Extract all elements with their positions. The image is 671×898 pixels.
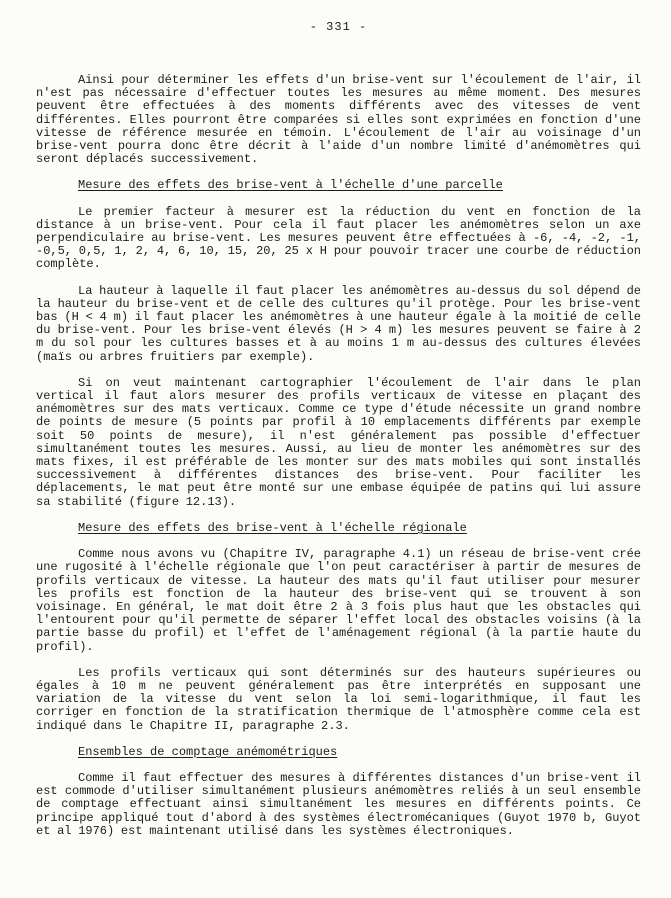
paragraph-hauteur: La hauteur à laquelle il faut placer les anémomètres au-dessus du sol dépend de la hauteur du brise-vent et de celle des cultures qu'il protège. Pour les brise-vent bas (H < 4 m) il faut placer les anémomètres à une hauteur égale à la moitié de celle du brise-vent. Pour les brise-vent élevés (H > 4 m) les mesures peuvent se faire à 2 m du sol pour les cultures basses et à au moins 1 m au-dessus des cultures élevées (maïs ou arbres fruitiers par exemple). [36,283,641,364]
paragraph-comptage: Comme il faut effectuer des mesures à différentes distances d'un brise-vent il est commode d'utiliser simultanément plusieurs anémomètres reliés à un seul ensemble de comptage effectuant ainsi simultanément les mesures en différents points. Ce principe appliqué tout d'abord à des systèmes électromécaniques (Guyot 1970 b, Guyot et al 1976) est maintenant utilisé dans les systèmes électroniques. [36,770,641,838]
paragraph-profils-verticaux: Si on veut maintenant cartographier l'écoulement de l'air dans le plan vertical il faut alors mesurer des profils verticaux de vitesse en plaçant des anémomètres sur des mats verticaux. Comme ce type d'étude nécessite un grand nombre de points de mesure (5 points par profil à 10 emplacements différents par exemple soit 50 points de mesure), il n'est généralement pas possible d'effectuer simultanément toutes les mesures. Aussi, au lieu de monter les anémomètres sur des mats fixes, il est préférable de les monter sur des mats mobiles qui sont installés successivement à différentes distances des brise-vent. Pour faciliter les déplacements, le mat peut être monté sur une embase équipée de patins qui lui assure sa stabilité (figure 12.13). [36,375,641,509]
section-heading-parcelle: Mesure des effets des brise-vent à l'échelle d'une parcelle [78,178,503,193]
section-heading-regionale: Mesure des effets des brise-vent à l'échelle régionale [78,520,467,535]
paragraph-distance: Le premier facteur à mesurer est la réduction du vent en fonction de la distance à un brise-vent. Pour cela il faut placer les anémomètres selon un axe perpendiculaire au brise-vent. Les mesures peuvent être effectuées à -6, -4, -2, -1, -0,5, 0,5, 1, 2, 4, 6, 10, 15, 20, 25 x H pour pouvoir tracer une courbe de réduction complète. [36,204,641,272]
section-heading-comptage: Ensembles de comptage anémométriques [78,744,338,759]
page-number: - 331 - [309,20,368,34]
paragraph-intro: Ainsi pour déterminer les effets d'un brise-vent sur l'écoulement de l'air, il n'est pas nécessaire d'effectuer toutes les mesures au même moment. Des mesures peuvent être effectuées à des moments différents avec des vitesses de vent différentes. Elles pourront être comparées si elles sont exprimées en fonction d'une vitesse de référence mesurée en témoin. L'écoulement de l'air au voisinage d'un brise-vent pourra donc être décrit à l'aide d'un nombre limité d'anémomètres qui seront déplacés successivement. [36,73,641,167]
paragraph-stratification: Les profils verticaux qui sont déterminés sur des hauteurs supérieures ou égales à 10 m ne peuvent généralement pas être interprétés en supposant une variation de la vitesse du vent selon la loi semi-logarithmique, il faut les corriger en fonction de la stratification thermique de l'atmosphère comme cela est indiqué dans le Chapitre II, paragraphe 2.3. [36,665,641,733]
paragraph-rugosite: Comme nous avons vu (Chapitre IV, paragraphe 4.1) un réseau de brise-vent crée une rugosité à l'échelle régionale que l'on peut caractériser à partir de mesures de profils verticaux de vitesse. La hauteur des mats qu'il faut utiliser pour mesurer les profils est fonction de la hauteur des brise-vent qui se trouvent à son voisinage. En général, le mat doit être 2 à 3 fois plus haut que les obstacles qui l'entourent pour qu'il permette de séparer l'effet local des obstacles voisins (à la partie basse du profil) et l'effet de l'aménagement régional (à la partie haute du profil). [36,547,641,654]
